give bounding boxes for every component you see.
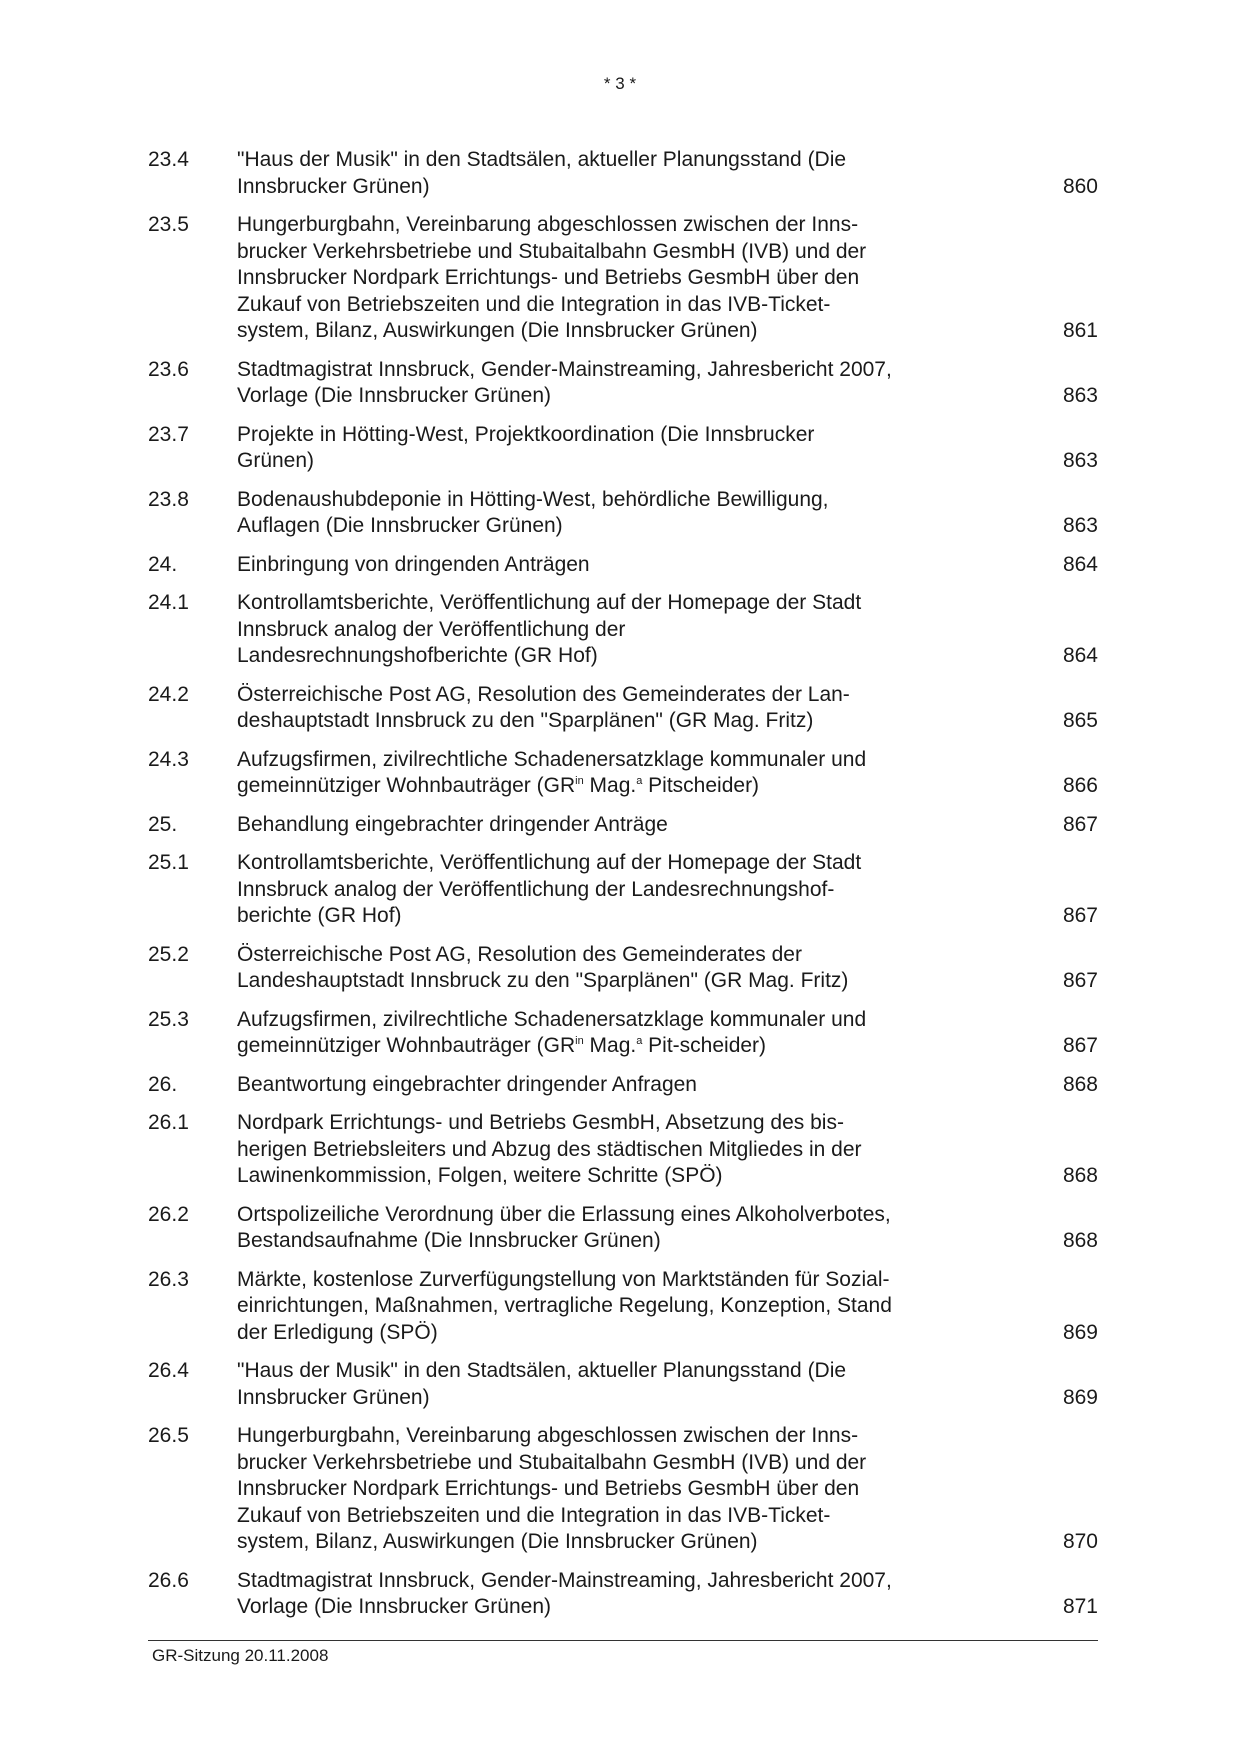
toc-entry-title-line: Stadtmagistrat Innsbruck, Gender-Mainstreaming, Jahresbericht 2007,: [237, 357, 892, 381]
toc-entry-page-number: 861: [1062, 319, 1098, 342]
toc-entry-page-number: 863: [1062, 449, 1098, 472]
toc-entry-page-number: 871: [1062, 1595, 1098, 1618]
toc-entry-title-line: Stadtmagistrat Innsbruck, Gender-Mainstreaming, Jahresbericht 2007,: [237, 1568, 892, 1592]
toc-entry-title: [237, 942, 997, 995]
toc-entry-title: [237, 812, 997, 839]
toc-entry-title-line: Einbringung von dringenden Anträgen: [237, 552, 590, 576]
toc-entry-title-line: Kontrollamtsberichte, Veröffentlichung auf der Homepage der Stadt: [237, 851, 862, 874]
toc-entry-title-line: herigen Betriebsleiters und Abzug des städtischen Mitgliedes in der: [237, 1137, 862, 1161]
toc-entry-title-line: Innsbrucker Grünen): [237, 174, 430, 198]
toc-entry-number: 23.4: [148, 148, 189, 171]
toc-entry-title: [237, 212, 997, 345]
toc-entry: [148, 812, 1098, 839]
toc-entry-page-number: 870: [1062, 1530, 1098, 1553]
toc-entry-title-line: Innsbrucker Nordpark Errichtungs- und Betriebs GesmbH über den: [237, 1477, 860, 1500]
toc-entry-title-line: Aufzugsfirmen, zivilrechtliche Schadenersatzklage kommunaler und: [237, 1007, 867, 1031]
toc-entry-page-number: 863: [1062, 384, 1098, 407]
toc-entry-title-line: Märkte, kostenlose Zurverfügungstellung von Marktständen für Sozial-: [237, 1267, 890, 1291]
toc-entry-title: [237, 1267, 997, 1347]
toc-entry: [148, 212, 1098, 345]
toc-entry-number: 24.2: [148, 682, 189, 706]
table-of-contents: [148, 147, 1098, 1633]
toc-entry-title-line: Österreichische Post AG, Resolution des Gemeinderates der Lan-: [237, 682, 850, 706]
toc-entry-page-number: 868: [1062, 1164, 1098, 1187]
footer-divider: [148, 1640, 1098, 1641]
toc-entry-number: 26.2: [148, 1202, 189, 1226]
toc-entry-title-line: Vorlage (Die Innsbrucker Grünen): [237, 384, 551, 407]
toc-entry-title-line: Landesrechnungshofberichte (GR Hof): [237, 644, 598, 667]
toc-entry-page-number: 867: [1062, 812, 1098, 836]
toc-entry-title: [237, 487, 997, 540]
toc-entry-title-line: Auflagen (Die Innsbrucker Grünen): [237, 514, 563, 537]
toc-entry-page-number: 869: [1062, 1320, 1098, 1344]
toc-entry-page-number: 863: [1062, 514, 1098, 537]
toc-entry-title-line: Ortspolizeiliche Verordnung über die Erlassung eines Alkoholverbotes,: [237, 1202, 891, 1226]
toc-entry-title-line: Bestandsaufnahme (Die Innsbrucker Grünen): [237, 1229, 661, 1252]
toc-entry-title-line: Lawinenkommission, Folgen, weitere Schritte (SPÖ): [237, 1164, 723, 1187]
toc-entry-title-line: brucker Verkehrsbetriebe und Stubaitalbahn GesmbH (IVB) und der: [237, 1450, 867, 1474]
toc-entry-title-line: einrichtungen, Maßnahmen, vertragliche Regelung, Konzeption, Stand: [237, 1294, 892, 1317]
toc-entry-number: 25.: [148, 812, 178, 836]
toc-entry-number: 24.: [148, 552, 178, 576]
toc-entry-title-line: "Haus der Musik" in den Stadtsälen, aktueller Planungsstand (Die: [237, 1359, 847, 1382]
toc-entry-title: [237, 850, 997, 930]
toc-entry: [148, 747, 1098, 800]
toc-entry-title-line: Innsbruck analog der Veröffentlichung der: [237, 617, 626, 641]
toc-entry-title-line: berichte (GR Hof): [237, 904, 402, 927]
toc-entry-title-line: "Haus der Musik" in den Stadtsälen, aktueller Planungsstand (Die: [237, 148, 847, 171]
toc-entry-title: [237, 357, 997, 410]
toc-entry-title: [237, 1423, 997, 1556]
toc-entry-number: 25.1: [148, 851, 189, 874]
toc-entry-title: [237, 1358, 997, 1411]
toc-entry-page-number: 866: [1062, 774, 1098, 797]
toc-entry-number: 26.5: [148, 1424, 189, 1447]
toc-entry-title: [237, 552, 997, 579]
toc-entry-number: 26.6: [148, 1568, 189, 1592]
toc-entry-title: [237, 1202, 997, 1255]
toc-entry-number: 26.1: [148, 1111, 189, 1134]
toc-entry-title-line: deshauptstadt Innsbruck zu den "Sparplänen" (GR Mag. Fritz): [237, 709, 814, 732]
toc-entry: [148, 1267, 1098, 1347]
toc-entry: [148, 850, 1098, 930]
toc-entry-title-line: Nordpark Errichtungs- und Betriebs GesmbH, Absetzung des bis-: [237, 1111, 844, 1134]
toc-entry-title-line: Innsbrucker Nordpark Errichtungs- und Betriebs GesmbH über den: [237, 266, 860, 289]
toc-entry-number: 26.: [148, 1072, 178, 1096]
toc-entry: [148, 942, 1098, 995]
toc-entry-number: 26.3: [148, 1267, 189, 1291]
toc-entry-number: 25.2: [148, 942, 189, 966]
toc-entry: [148, 552, 1098, 579]
toc-entry-title: [237, 147, 997, 200]
toc-entry-title-line: Kontrollamtsberichte, Veröffentlichung auf der Homepage der Stadt: [237, 591, 862, 614]
toc-entry: [148, 1358, 1098, 1411]
toc-entry-title-line: Beantwortung eingebrachter dringender Anfragen: [237, 1072, 697, 1096]
toc-entry: [148, 487, 1098, 540]
toc-entry-title-line: Vorlage (Die Innsbrucker Grünen): [237, 1595, 551, 1618]
toc-entry: [148, 1568, 1098, 1621]
toc-entry: [148, 1110, 1098, 1190]
toc-entry: [148, 1202, 1098, 1255]
toc-entry: [148, 1072, 1098, 1099]
footer-session-date: GR-Sitzung 20.11.2008: [152, 1646, 329, 1665]
toc-entry-page-number: 868: [1062, 1229, 1098, 1252]
toc-entry-title: [237, 682, 997, 735]
toc-entry-title: [237, 422, 997, 475]
toc-entry: [148, 682, 1098, 735]
toc-entry-title-line: Projekte in Hötting-West, Projektkoordination (Die Innsbrucker: [237, 422, 815, 446]
toc-entry: [148, 422, 1098, 475]
toc-entry-page-number: 864: [1062, 644, 1098, 667]
toc-entry-title-line: Aufzugsfirmen, zivilrechtliche Schadenersatzklage kommunaler und: [237, 747, 867, 771]
toc-entry-number: 26.4: [148, 1359, 189, 1382]
toc-entry-number: 23.5: [148, 213, 189, 236]
toc-entry-title-line: gemeinnütziger Wohnbauträger ($GR^{in}$ Mag.$^a$ Pitscheider): [237, 774, 760, 797]
toc-entry: [148, 1423, 1098, 1556]
toc-entry-number: 25.3: [148, 1007, 189, 1031]
toc-entry-title-line: Hungerburgbahn, Vereinbarung abgeschlossen zwischen der Inns-: [237, 213, 859, 236]
page-number-marker: * 3 *: [603, 74, 637, 93]
toc-entry-page-number: 865: [1062, 709, 1098, 732]
toc-entry-title-line: brucker Verkehrsbetriebe und Stubaitalbahn GesmbH (IVB) und der: [237, 239, 867, 263]
toc-entry-title: [237, 1568, 997, 1621]
toc-entry-page-number: 868: [1062, 1072, 1098, 1096]
toc-entry-number: 24.1: [148, 591, 189, 614]
toc-entry-title-line: Österreichische Post AG, Resolution des Gemeinderates der: [237, 942, 802, 966]
toc-entry: [148, 357, 1098, 410]
toc-entry-title-line: Behandlung eingebrachter dringender Anträge: [237, 812, 668, 836]
toc-entry-title: [237, 590, 997, 670]
toc-entry-title-line: Zukauf von Betriebszeiten und die Integration in das IVB-Ticket-: [237, 292, 831, 316]
toc-entry: [148, 147, 1098, 200]
toc-entry-page-number: 860: [1062, 174, 1098, 198]
toc-entry-page-number: 867: [1062, 969, 1098, 992]
toc-entry-page-number: 864: [1062, 552, 1098, 576]
toc-entry-title-line: Bodenaushubdeponie in Hötting-West, behördliche Bewilligung,: [237, 487, 829, 511]
toc-entry: [148, 1007, 1098, 1060]
toc-entry-title-line: system, Bilanz, Auswirkungen (Die Innsbrucker Grünen): [237, 319, 758, 342]
toc-entry-page-number: 867: [1062, 904, 1098, 927]
toc-entry-title-line: Hungerburgbahn, Vereinbarung abgeschlossen zwischen der Inns-: [237, 1424, 859, 1447]
toc-entry-title-line: gemeinnütziger Wohnbauträger ($GR^{in}$ Mag.$^a$ Pit-scheider): [237, 1034, 767, 1057]
toc-entry-page-number: 869: [1062, 1385, 1098, 1409]
toc-entry-number: 24.3: [148, 747, 189, 771]
toc-entry-number: 23.7: [148, 422, 189, 446]
toc-entry-title-line: Grünen): [237, 449, 315, 472]
toc-entry-title-line: Zukauf von Betriebszeiten und die Integration in das IVB-Ticket-: [237, 1503, 831, 1527]
toc-entry-number: 23.8: [148, 487, 189, 511]
toc-entry-title: [237, 1110, 997, 1190]
toc-entry-title-line: Landeshauptstadt Innsbruck zu den "Sparplänen" (GR Mag. Fritz): [237, 969, 849, 992]
toc-entry: [148, 590, 1098, 670]
toc-entry-title: [237, 1072, 997, 1099]
toc-entry-title: [237, 1007, 997, 1060]
toc-entry-title: [237, 747, 997, 800]
toc-entry-title-line: der Erledigung (SPÖ): [237, 1320, 438, 1344]
toc-entry-title-line: Innsbruck analog der Veröffentlichung der Landesrechnungshof-: [237, 877, 835, 901]
toc-entry-title-line: system, Bilanz, Auswirkungen (Die Innsbrucker Grünen): [237, 1530, 758, 1553]
toc-entry-title-line: Innsbrucker Grünen): [237, 1385, 430, 1409]
toc-entry-number: 23.6: [148, 357, 189, 381]
toc-entry-page-number: 867: [1062, 1034, 1098, 1057]
